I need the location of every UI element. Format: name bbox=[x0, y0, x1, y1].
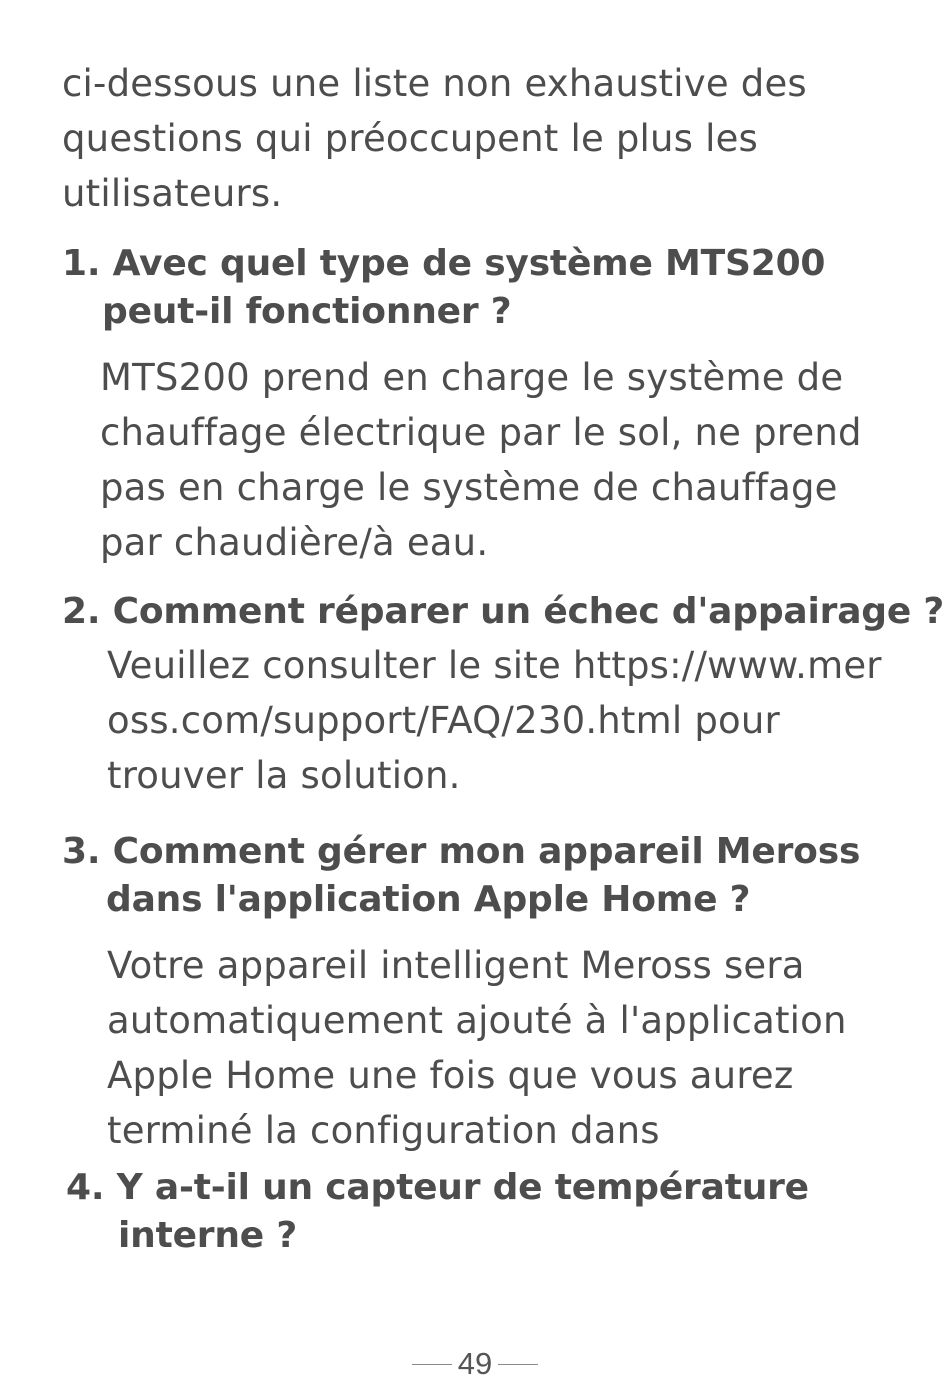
faq-question-1 bbox=[62, 240, 825, 336]
faq-answer-line: chauffage électrique par le sol, ne prend bbox=[100, 411, 862, 454]
faq-answer-line: par chaudière/à eau. bbox=[100, 521, 489, 564]
faq-answer-line: Apple Home une fois que vous aurez bbox=[107, 1054, 794, 1097]
faq-answer-line: pas en charge le système de chauffage bbox=[100, 466, 838, 509]
faq-answer-2 bbox=[107, 638, 882, 803]
faq-number: 3. bbox=[62, 831, 101, 872]
footer-rule-right bbox=[498, 1364, 538, 1365]
faq-question-line: peut-il fonctionner ? bbox=[102, 291, 512, 332]
intro-line: ci-dessous une liste non exhaustive des bbox=[62, 62, 807, 105]
faq-answer-line: MTS200 prend en charge le système de bbox=[100, 356, 844, 399]
faq-answer-line: automatiquement ajouté à l'application bbox=[107, 999, 847, 1042]
page-footer bbox=[0, 1344, 950, 1384]
faq-question-2 bbox=[62, 588, 944, 636]
footer-rule-left bbox=[412, 1364, 452, 1365]
faq-question-3 bbox=[62, 828, 860, 924]
faq-question-line: dans l'application Apple Home ? bbox=[106, 879, 751, 920]
faq-question-line: Comment réparer un échec d'appairage ? bbox=[112, 591, 945, 632]
faq-question-line: Avec quel type de système MTS200 bbox=[112, 243, 826, 284]
intro-line: questions qui préoccupent le plus les bbox=[62, 117, 759, 160]
faq-answer-3 bbox=[107, 938, 847, 1158]
faq-answer-line: oss.com/support/FAQ/230.html pour bbox=[107, 699, 780, 742]
faq-answer-line: terminé la configuration dans bbox=[107, 1109, 660, 1152]
page-number: 49 bbox=[457, 1346, 493, 1381]
faq-answer-line: Veuillez consulter le site https://www.mer bbox=[107, 644, 882, 687]
faq-question-line: Y a-t-il un capteur de température bbox=[116, 1167, 809, 1208]
faq-number: 2. bbox=[62, 591, 101, 632]
faq-answer-line: trouver la solution. bbox=[107, 754, 461, 797]
faq-answer-1 bbox=[100, 350, 862, 570]
intro-paragraph bbox=[62, 56, 902, 221]
faq-number: 4. bbox=[66, 1167, 105, 1208]
intro-line: utilisateurs. bbox=[62, 172, 283, 215]
faq-question-4 bbox=[66, 1164, 809, 1260]
faq-answer-line: Votre appareil intelligent Meross sera bbox=[107, 944, 805, 987]
faq-number: 1. bbox=[62, 243, 101, 284]
faq-question-line: Comment gérer mon appareil Meross bbox=[112, 831, 861, 872]
faq-question-line: interne ? bbox=[118, 1215, 298, 1256]
